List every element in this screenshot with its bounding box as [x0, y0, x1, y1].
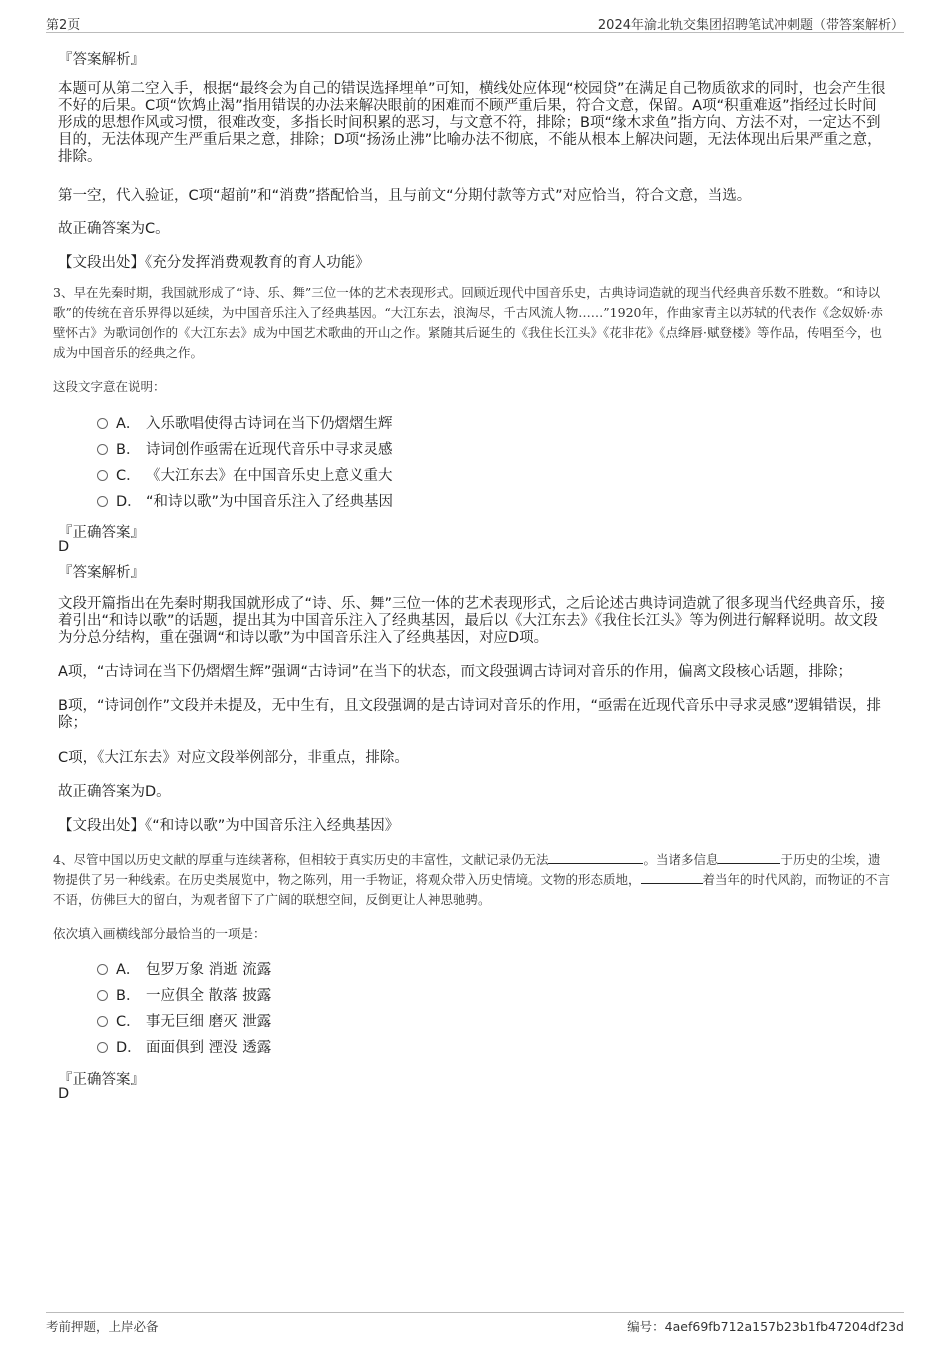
q2-analysis-paragraph: 本题可从第二空入手，根据“最终会为自己的错误选择埋单”可知，横线处应体现“校园贷”在满足自己物质欲求的同时，也会产生很不好的后果。C项“饮鸩止渴”指用错误的办法来解决眼前的困难而不顾严重后果，符合文意，保留。A项“积重难返”指经过长时间形成的思想作风或习惯，很难改变，多指长时间积累的恶习，与文意不符，排除；B项“缘木求鱼”指方向、方法不对，一定达不到目的，无法体现产生严重后果之意，排除；D项“扬汤止沸”比喻办法不彻底，不能从根本上解决问题，无法体现出后果严重之意，排除。 — [58, 81, 886, 165]
q3-answer-statement: 故正确答案为D。 — [58, 784, 171, 800]
q2-source: 【文段出处】《充分发挥消费观教育的育人功能》 — [58, 255, 370, 271]
q3-prompt: 这段文字意在说明： — [53, 379, 166, 394]
page-footer — [46, 1312, 904, 1337]
q4-option-b[interactable]: B． 一应俱全 散落 披露 — [97, 986, 271, 1006]
radio-icon[interactable] — [97, 418, 108, 429]
q3-analysis-label: 『答案解析』 — [58, 565, 145, 581]
q3-option-b[interactable]: B． 诗词创作亟需在近现代音乐中寻求灵感 — [97, 440, 393, 460]
document-title: 2024年渝北轨交集团招聘笔试冲刺题（带答案解析） — [597, 18, 904, 33]
q3-option-a[interactable]: A． 入乐歌唱使得古诗词在当下仍熠熠生辉 — [97, 414, 393, 434]
radio-icon[interactable] — [97, 470, 108, 481]
document-code: 编号：4aef69fb712a157b23b1fb47204df23d — [627, 1319, 904, 1334]
page-number: 第2页 — [46, 18, 81, 33]
q3-analysis-b: B项，“诗词创作”文段并未提及，无中生有，且文段强调的是古诗词对音乐的作用，“亟需在近现代音乐中寻求灵感”逻辑错误，排除； — [58, 698, 881, 731]
page-header — [46, 12, 904, 33]
q4-option-a[interactable]: A． 包罗万象 消逝 流露 — [97, 960, 271, 980]
q3-stem: 3、早在先秦时期，我国就形成了“诗、乐、舞”三位一体的艺术表现形式。回顾近现代中国音乐史，古典诗词造就的现当代经典音乐数不胜数。“和诗以歌”的传统在音乐界得以延续，为中国音乐注入了经典基因。“大江东去，浪淘尽，千古风流人物……”1920年，作曲家青主以苏轼的代表作《念奴娇·赤壁怀古》为歌词创作的《大江东去》成为中国艺术歌曲的开山之作。紧随其后诞生的《我住长江头》《花非花》《点绛唇·赋登楼》等作品，传唱至今，也成为中国音乐的经典之作。 — [53, 285, 883, 360]
footer-slogan: 考前押题，上岸必备 — [46, 1319, 159, 1334]
q2-analysis-paragraph-2: 第一空，代入验证，C项“超前”和“消费”搭配恰当，且与前文“分期付款等方式”对应恰当，符合文意，当选。 — [58, 188, 752, 204]
radio-icon[interactable] — [97, 444, 108, 455]
q4-correct-label: 『正确答案』 — [58, 1072, 145, 1088]
fill-blank-3[interactable] — [641, 871, 703, 884]
q4-prompt: 依次填入画横线部分最恰当的一项是： — [53, 926, 266, 941]
q3-source: 【文段出处】《“和诗以歌”为中国音乐注入经典基因》 — [58, 818, 400, 834]
q3-analysis-c: C项，《大江东去》对应文段举例部分，非重点，排除。 — [58, 750, 409, 766]
q3-correct-answer: D — [58, 539, 70, 555]
q3-option-d[interactable]: D． “和诗以歌”为中国音乐注入了经典基因 — [97, 492, 393, 512]
q2-analysis-label: 『答案解析』 — [58, 52, 145, 68]
q4-stem: 4、尽管中国以历史文献的厚重与连续著称，但相较于真实历史的丰富性，文献记录仍无法 。当诸多信息 于历史的尘埃，遗物提供了另一种线索。在历史类展览中，物之陈列，用一手物证，将观众带入历史情境。文物的形态质地， 着当年的时代风韵，而物证的不言不语，仿佛巨大的留白，为观者留下了广阔的联想空间，反倒更让人神思驰骋。 — [53, 852, 891, 907]
radio-icon[interactable] — [97, 1042, 108, 1053]
q2-answer-statement: 故正确答案为C。 — [58, 221, 170, 237]
q3-analysis-paragraph: 文段开篇指出在先秦时期我国就形成了“诗、乐、舞”三位一体的艺术表现形式，之后论述古典诗词造就了很多现当代经典音乐，接着引出“和诗以歌”的话题，提出其为中国音乐注入了经典基因，最后以《大江东去》《我住长江头》等为例进行解释说明。故文段为分总分结构，重在强调“和诗以歌”为中国音乐注入了经典基因，对应D项。 — [58, 596, 886, 646]
q3-option-c[interactable]: C． 《大江东去》在中国音乐史上意义重大 — [97, 466, 393, 486]
fill-blank-2[interactable] — [718, 851, 780, 864]
radio-icon[interactable] — [97, 990, 108, 1001]
q4-option-c[interactable]: C． 事无巨细 磨灭 泄露 — [97, 1012, 271, 1032]
radio-icon[interactable] — [97, 496, 108, 507]
q3-correct-label: 『正确答案』 — [58, 525, 145, 541]
fill-blank-1[interactable] — [548, 851, 643, 864]
radio-icon[interactable] — [97, 1016, 108, 1027]
q4-correct-answer: D — [58, 1086, 70, 1102]
q4-option-d[interactable]: D． 面面俱到 湮没 透露 — [97, 1038, 271, 1058]
q3-analysis-a: A项，“古诗词在当下仍熠熠生辉”强调“古诗词”在当下的状态，而文段强调古诗词对音乐的作用，偏离文段核心话题，排除； — [58, 664, 852, 680]
radio-icon[interactable] — [97, 964, 108, 975]
